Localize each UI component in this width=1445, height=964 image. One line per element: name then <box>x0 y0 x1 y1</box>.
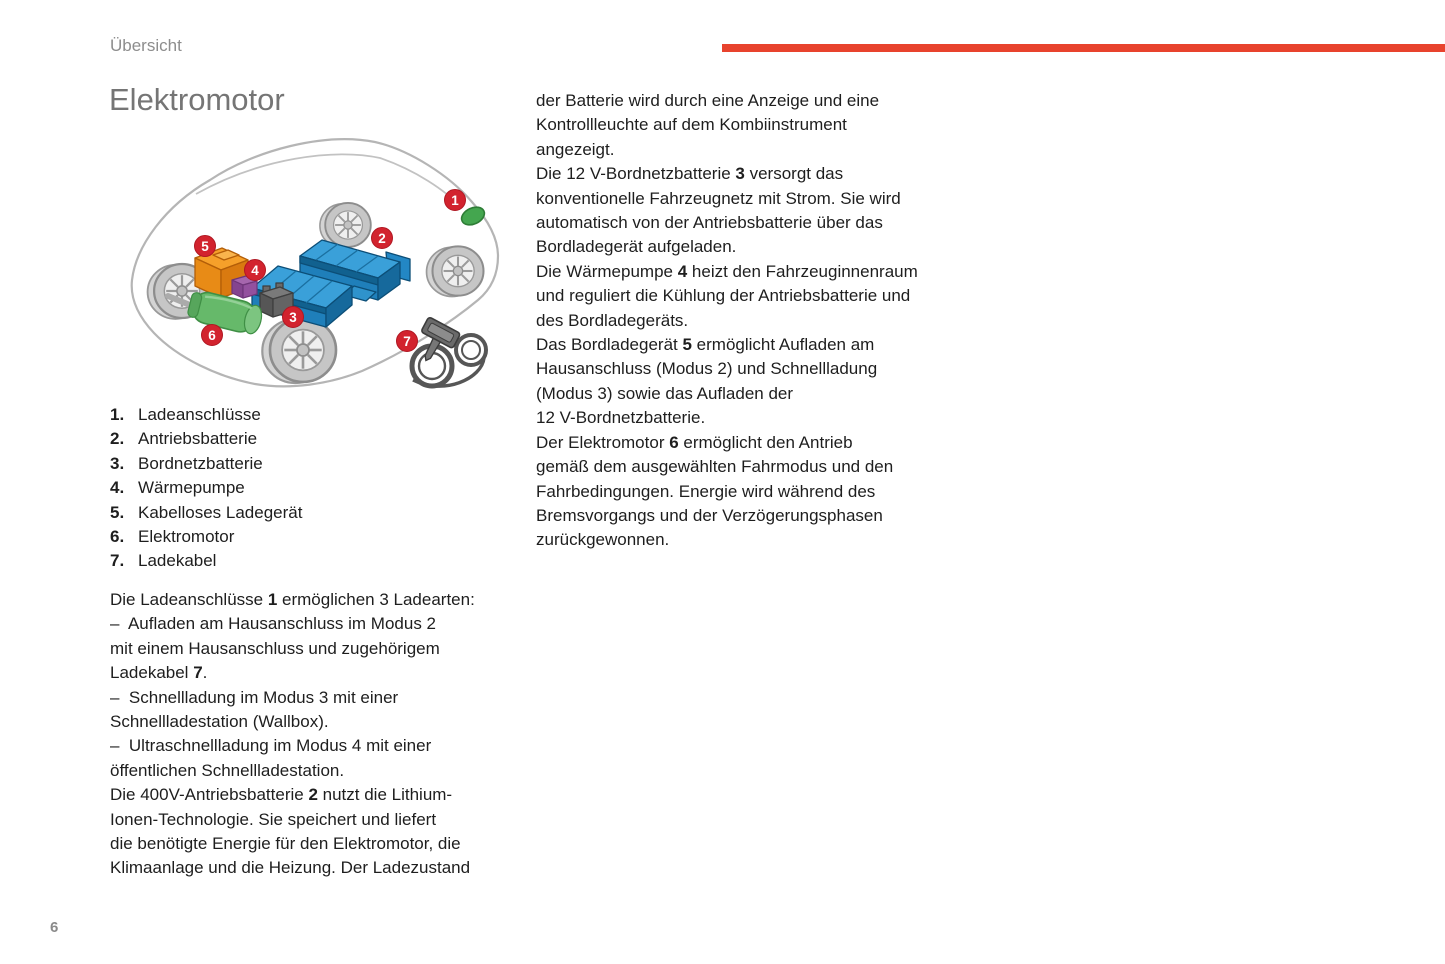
text-line: Die Wärmepumpe 4 heizt den Fahrzeuginnenraum <box>536 261 918 281</box>
text-line: automatisch von der Antriebsbatterie über das <box>536 213 883 233</box>
page-title: Elektromotor <box>109 82 285 117</box>
legend-label: Elektromotor <box>138 526 235 546</box>
text-line: gemäß dem ausgewählten Fahrmodus und den <box>536 457 894 477</box>
text-line: Das Bordladegerät 5 ermöglicht Aufladen am <box>536 335 875 355</box>
car-cutaway-illustration <box>110 128 510 400</box>
page-number: 6 <box>50 919 59 936</box>
text-line: mit einem Hausanschluss und zugehörigem <box>110 638 440 658</box>
svg-text:2: 2 <box>378 230 386 246</box>
text-line: 12 V-Bordnetzbatterie. <box>536 408 706 428</box>
text-line: (Modus 3) sowie das Aufladen der <box>536 383 794 403</box>
text-line: angezeigt. <box>536 139 615 159</box>
accent-bar <box>722 44 1445 52</box>
legend-label: Bordnetzbatterie <box>138 453 263 473</box>
text-line: die benötigte Energie für den Elektromotor, die <box>110 834 461 854</box>
legend-item <box>110 527 302 551</box>
text-line: – Aufladen am Hausanschluss im Modus 2 <box>110 614 437 634</box>
legend-number: 5. <box>110 502 125 522</box>
legend-item <box>110 454 302 478</box>
wheel-rear-near <box>427 246 484 296</box>
marker-6 <box>202 325 223 346</box>
text-line: der Batterie wird durch eine Anzeige und eine <box>536 91 880 110</box>
marker-3 <box>283 307 304 328</box>
component-legend <box>110 405 302 576</box>
svg-text:7: 7 <box>403 333 411 349</box>
legend-number: 2. <box>110 429 125 449</box>
text-line: Die 400V-Antriebsbatterie 2 nutzt die Lithium- <box>110 785 453 805</box>
svg-text:1: 1 <box>451 192 459 208</box>
marker-5 <box>195 236 216 257</box>
text-line: Klimaanlage und die Heizung. Der Ladezustand <box>110 858 471 878</box>
text-line: Ladekabel 7. <box>110 663 208 683</box>
text-line: Die 12 V-Bordnetzbatterie 3 versorgt das <box>536 164 844 184</box>
text-line: Kontrollleuchte auf dem Kombiinstrument <box>536 115 847 135</box>
text-line: Hausanschluss (Modus 2) und Schnellladung <box>536 359 878 379</box>
text-line: – Schnellladung im Modus 3 mit einer <box>110 687 399 707</box>
text-line: des Bordladegeräts. <box>536 310 689 330</box>
text-line: zurückgewonnen. <box>536 530 670 550</box>
text-line: Die Ladeanschlüsse 1 ermöglichen 3 Ladearten: <box>110 590 475 609</box>
svg-text:3: 3 <box>289 309 297 325</box>
svg-text:5: 5 <box>201 238 209 254</box>
legend-item <box>110 478 302 502</box>
legend-number: 3. <box>110 453 125 473</box>
legend-label: Ladeanschlüsse <box>138 405 261 424</box>
text-line: Bordladegerät aufgeladen. <box>536 237 737 257</box>
legend-number: 1. <box>110 405 125 424</box>
left-text-column <box>110 588 515 881</box>
text-line: öffentlichen Schnellladestation. <box>110 760 345 780</box>
legend-label: Antriebsbatterie <box>138 429 258 449</box>
marker-7 <box>397 331 418 352</box>
legend-item <box>110 503 302 527</box>
legend-number: 4. <box>110 478 125 498</box>
legend-label: Wärmepumpe <box>138 478 245 498</box>
text-line: Bremsvorgangs und der Verzögerungsphasen <box>536 505 883 525</box>
legend-number: 7. <box>110 551 125 571</box>
right-text-column <box>536 89 951 553</box>
text-line: Schnellladestation (Wallbox). <box>110 712 329 732</box>
legend-item <box>110 405 302 429</box>
marker-4 <box>245 260 266 281</box>
text-line: – Ultraschnellladung im Modus 4 mit einer <box>110 736 432 756</box>
text-line: und reguliert die Kühlung der Antriebsbatterie und <box>536 286 911 306</box>
legend-item <box>110 429 302 453</box>
text-line: Der Elektromotor 6 ermöglicht den Antrieb <box>536 432 853 452</box>
text-line: Ionen-Technologie. Sie speichert und liefert <box>110 809 437 829</box>
svg-text:6: 6 <box>208 327 216 343</box>
section-header: Übersicht <box>110 36 182 55</box>
marker-2 <box>372 228 393 249</box>
wheel-front-near <box>262 318 336 383</box>
legend-label: Kabelloses Ladegerät <box>138 502 303 522</box>
text-line: konventionelle Fahrzeugnetz mit Strom. Sie wird <box>536 188 901 208</box>
legend-item <box>110 551 302 575</box>
text-line: Fahrbedingungen. Energie wird während des <box>536 481 876 501</box>
legend-number: 6. <box>110 526 125 546</box>
legend-label: Ladekabel <box>138 551 217 571</box>
ev-components-diagram <box>110 128 510 400</box>
marker-1 <box>445 190 466 211</box>
svg-text:4: 4 <box>251 262 259 278</box>
